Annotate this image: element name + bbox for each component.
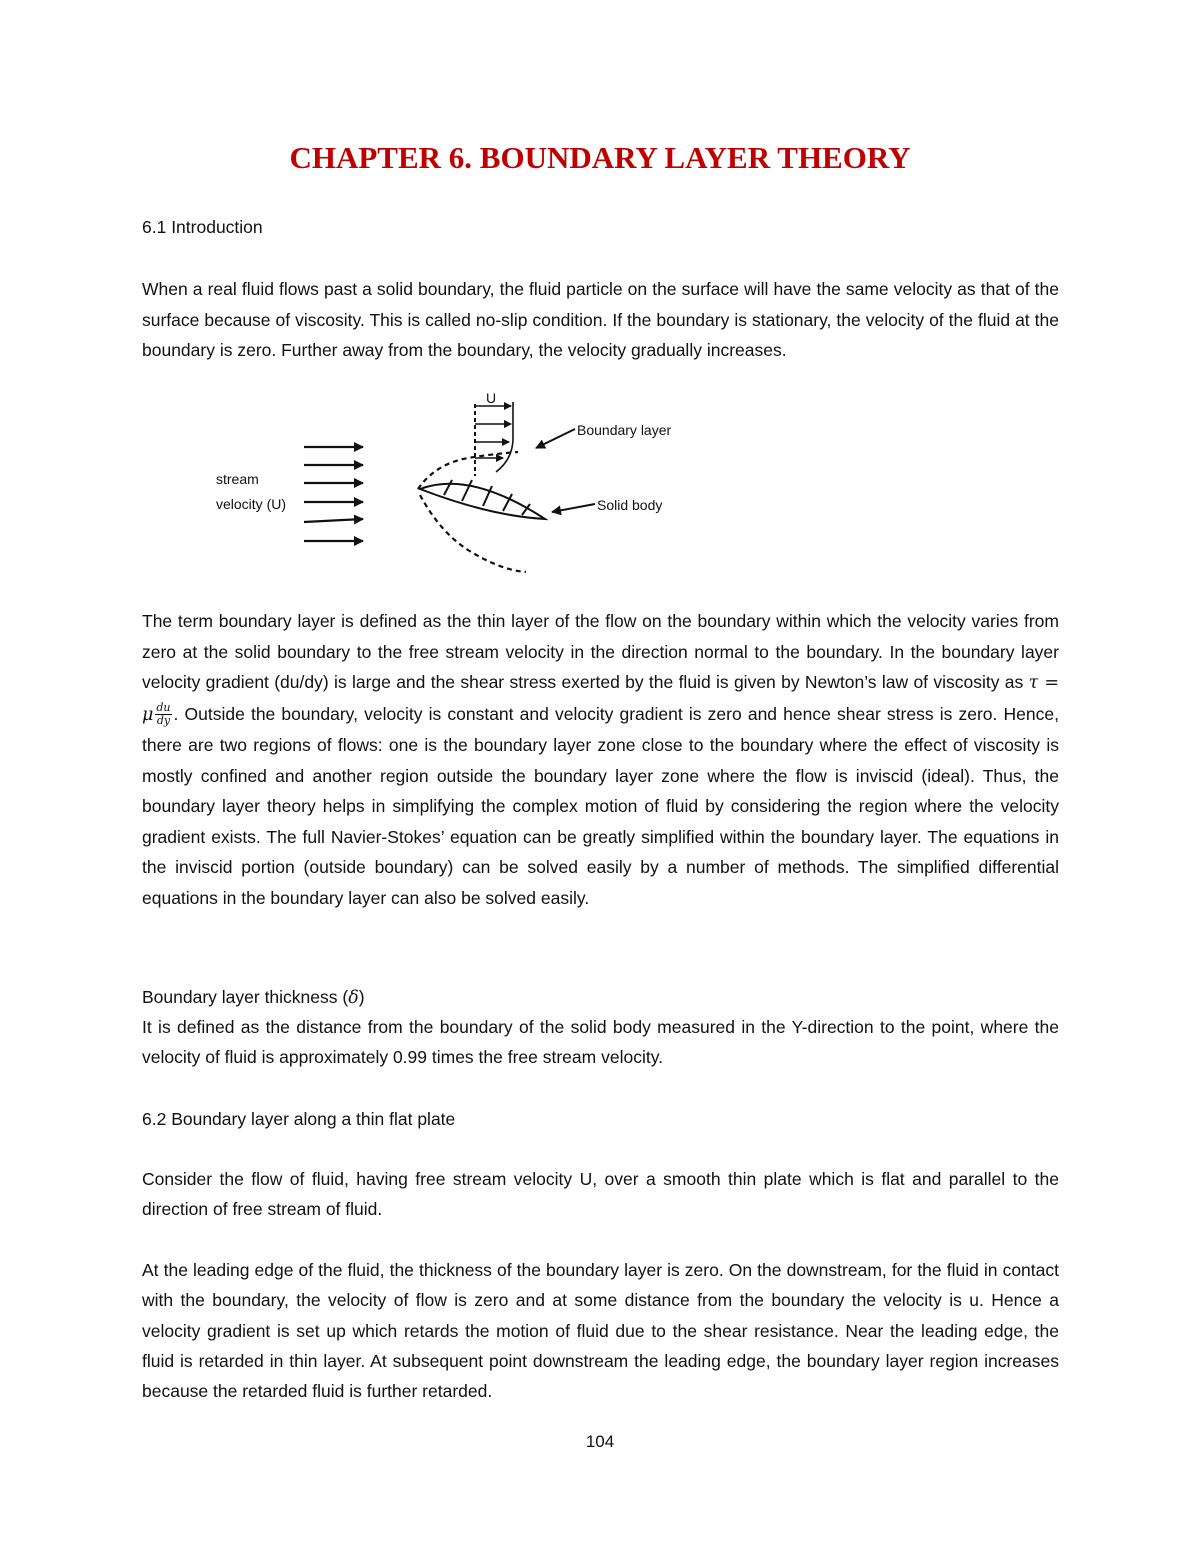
fraction-denominator: dy: [156, 714, 171, 728]
flat-plate-paragraph-1: Consider the flow of fluid, having free stream velocity U, over a smooth thin plate which is flat and parallel to the direction of free stream of fluid.: [142, 1169, 1059, 1220]
solid-body-label: Solid body: [597, 497, 663, 513]
boundary-layer-definition: [142, 606, 1059, 913]
boundary-layer-diagram: [200, 392, 700, 582]
du-dy-fraction: [155, 702, 171, 727]
delta-symbol: δ: [348, 988, 359, 1008]
thickness-heading-text: Boundary layer thickness (: [142, 987, 349, 1007]
definition-text-part2: . Outside the boundary, velocity is constant and velocity gradient is zero and hence shear stress is zero. Hence, there are two regions of flows: one is the boundary layer zone close to the boundary where the effect of viscosity is mostly confined and another region outside the boundary layer zone where the flow is inviscid (ideal). Thus, the boundary layer theory helps in simplifying the complex motion of fluid by considering the region where the velocity gradient exists. The full Navier-Stokes’ equation can be greatly simplified within the boundary layer. The equations in the inviscid portion (outside boundary) can be solved easily by a number of methods. The simplified differential equations in the boundary layer can also be solved easily.: [142, 703, 1059, 908]
solid-body: [420, 480, 545, 519]
page-number: 104: [585, 1432, 615, 1451]
chapter-title: CHAPTER 6. BOUNDARY LAYER THEORY: [289, 140, 911, 175]
thickness-heading-end: ): [358, 987, 365, 1007]
fraction-numerator: du: [156, 701, 171, 715]
stream-arrows: [304, 447, 363, 541]
u-label: U: [486, 392, 497, 406]
definition-text-part1: The term boundary layer is defined as the thin layer of the flow on the boundary within which the velocity varies from zero at the solid boundary to the free stream velocity in the direction normal to the boundary. In the boundary layer velocity gradient (du/dy) is large and the shear stress exerted by the fluid is given by Newton’s law of viscosity as: [142, 611, 1059, 692]
boundary-layer-curves: [418, 452, 526, 572]
stream-arrow: [304, 519, 363, 522]
velocity-label: velocity (U): [216, 496, 287, 512]
stream-label: stream: [216, 471, 259, 487]
boundary-layer-label: Boundary layer: [577, 422, 672, 438]
section-heading-flat-plate: 6.2 Boundary layer along a thin flat plate: [142, 1109, 456, 1129]
flat-plate-paragraph-2: At the leading edge of the fluid, the thickness of the boundary layer is zero. On the downstream, for the fluid in contact with the boundary, the velocity of flow is zero and at some distance from the boundary the velocity is u. Hence a velocity gradient is set up which retards the motion of fluid due to the shear resistance. Near the leading edge, the fluid is retarded in thin layer. At subsequent point downstream the leading edge, the boundary layer region increases because the retarded fluid is further retarded.: [142, 1260, 1059, 1402]
thickness-paragraph: It is defined as the distance from the boundary of the solid body measured in the Y-direction to the point, where the velocity of fluid is approximately 0.99 times the free stream velocity.: [142, 1017, 1059, 1068]
boundary-layer-figure: [200, 392, 700, 582]
velocity-profile: [475, 402, 513, 476]
callouts: [536, 429, 595, 512]
intro-paragraph: When a real fluid flows past a solid boundary, the fluid particle on the surface will have the same velocity as that of the surface because of viscosity. This is called no-slip condition. If the boundary is stationary, the velocity of the fluid at the boundary is zero. Further away from the boundary, the velocity gradually increases.: [142, 279, 1059, 360]
shear-stress-formula: τ = μ: [142, 673, 1059, 725]
thickness-heading: [142, 987, 365, 1008]
section-heading-introduction: 6.1 Introduction: [142, 217, 263, 237]
